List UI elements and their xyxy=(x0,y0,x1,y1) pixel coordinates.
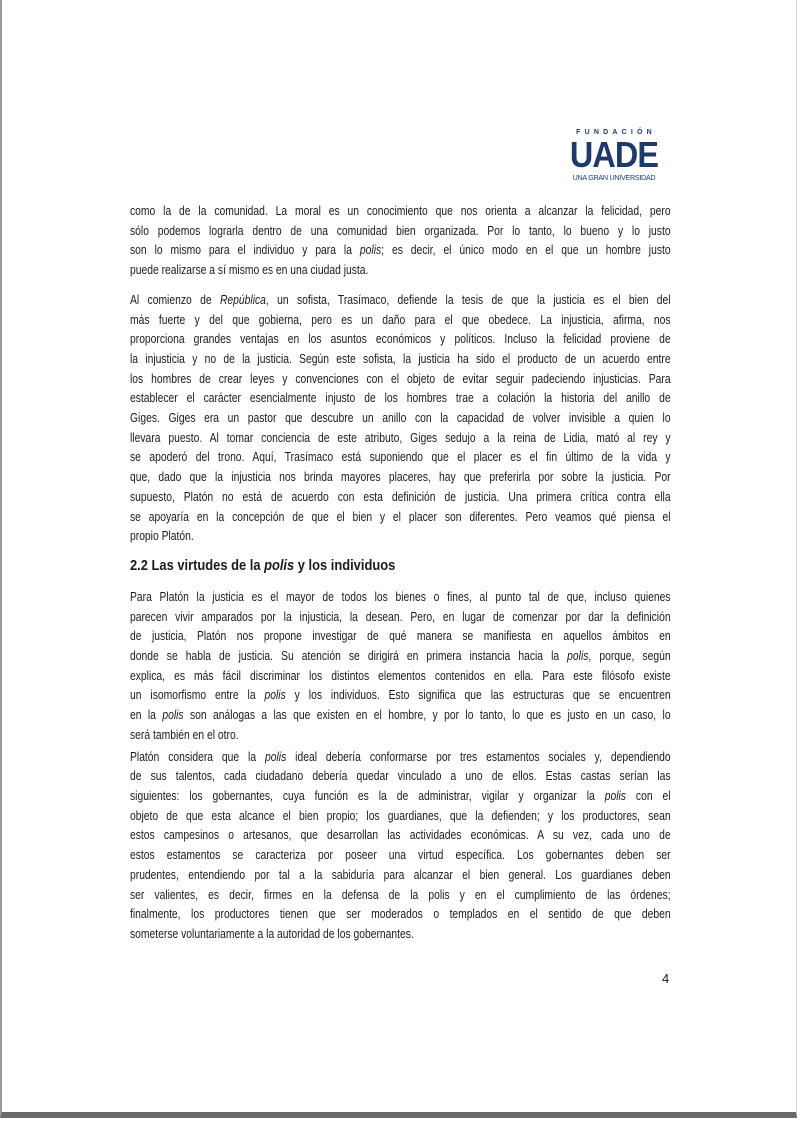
text-run: más fuerte y del que gobierna, pero es un daño para el que obedece. La injusticia, afirma, nos xyxy=(130,311,671,327)
italic-text: polis xyxy=(264,687,286,703)
text-line xyxy=(130,467,671,487)
page-number: 4 xyxy=(662,971,670,986)
text-line xyxy=(130,646,671,666)
text-run: objeto de que esta alcance el bien propio; los guardianes, que la defienden; y los productores, sean xyxy=(130,807,671,823)
text-run: Giges. Giges era un pastor que descubre un anillo con la capacidad de volver invisible a quien lo xyxy=(130,410,671,426)
text-run: parecen vivir amparados por la injusticia, la desean. Pero, en lugar de comenzar por dar la definición xyxy=(130,608,671,624)
text-run: de justicia, Platón nos propone investigar de qué manera se manifiesta en aquellos ámbitos en xyxy=(130,628,671,644)
text-run: proporciona grandes ventajas en los asuntos económicos y políticos. Incluso la felicidad proviene de xyxy=(130,331,671,347)
italic-text: República xyxy=(219,291,266,307)
text-run: someterse voluntariamente a la autoridad de los gobernantes. xyxy=(130,925,414,941)
text-line xyxy=(130,865,671,885)
paragraph-comunidad xyxy=(130,201,675,280)
heading-prefix: 2.2 Las virtudes de la xyxy=(130,556,265,574)
paragraph-estamentos xyxy=(130,747,675,944)
text-run: , un sofista, Trasímaco, defiende la tesis de que la justicia es el bien del xyxy=(265,291,671,307)
text-run: ser valientes, es decir, firmes en la defensa de la polis y en el cumplimiento de las órdenes; xyxy=(130,886,671,902)
text-line xyxy=(130,428,671,448)
heading-italic: polis xyxy=(264,556,295,574)
text-line xyxy=(130,310,671,330)
text-run: la injusticia y no de la justicia. Según este sofista, la justicia ha sido el producto de un acuerdo entre xyxy=(130,350,671,366)
logo-uade-text: UADE xyxy=(569,134,659,175)
text-run: ideal debería conformarse por tres estamentos sociales y, dependiendo xyxy=(286,748,671,764)
text-run: los hombres de crear leyes y convenciones con el objeto de evitar seguir padeciendo injusticias. Para xyxy=(130,370,671,386)
text-run: Platón considera que la xyxy=(130,748,265,764)
text-line xyxy=(130,369,671,389)
text-run: de sus talentos, cada ciudadano debería quedar vinculado a uno de ellos. Estas castas serían las xyxy=(130,768,671,784)
text-run: y los individuos. Esto significa que las estructuras que se encuentren xyxy=(285,687,671,703)
italic-text: polis xyxy=(359,242,382,258)
text-run: explica, es más fácil discriminar los distintos elementos contenidos en ella. Para este filósofo existe xyxy=(130,667,671,683)
logo-tagline: UNA GRAN UNIVERSIDAD xyxy=(572,173,656,182)
text-run: finalmente, los productores tienen que ser moderados o templados en el sentido de que deben xyxy=(130,906,671,922)
document-body xyxy=(130,201,675,944)
text-run: estos estamentos se caracteriza por poseer una virtud específica. Los gobernantes deben ser xyxy=(130,847,671,863)
text-run: son lo mismo para el individuo y para la xyxy=(130,242,360,258)
text-line xyxy=(130,705,671,725)
text-line xyxy=(130,526,671,546)
text-run: será también en el otro. xyxy=(130,726,239,742)
paragraph-justicia-platon xyxy=(130,587,675,745)
text-run: se apoderó del trono. Aquí, Trasímaco está suponiendo que el placer es el fin último de la vida y xyxy=(130,449,671,465)
italic-text: polis xyxy=(162,707,184,723)
text-run: donde se habla de justicia. Su atención se dirigirá en primera instancia hacia la xyxy=(130,648,568,664)
italic-text: polis xyxy=(264,748,287,764)
heading-suffix: y los individuos xyxy=(294,556,396,574)
text-run: propio Platón. xyxy=(130,528,194,544)
text-line xyxy=(130,725,671,745)
text-line xyxy=(130,626,671,646)
text-line xyxy=(130,587,671,607)
text-line xyxy=(130,806,671,826)
paragraph-trasimaco xyxy=(130,290,675,546)
logo-fundacion-text: FUNDACIÓN xyxy=(576,129,656,136)
text-line xyxy=(130,349,671,369)
italic-text: polis xyxy=(604,787,626,803)
text-run: supuesto, Platón no está de acuerdo con esta definición de justicia. Una primera crítica contra ella xyxy=(130,488,671,504)
text-line xyxy=(130,607,671,627)
text-line xyxy=(130,487,671,507)
text-run: establecer el carácter esencialmente injusto de los hombres trae a colación la historia del anillo de xyxy=(130,390,671,406)
text-line xyxy=(130,290,671,310)
text-run: como la de la comunidad. La moral es un conocimiento que nos orienta a alcanzar la felicidad, pero xyxy=(130,203,671,218)
text-line xyxy=(130,201,671,221)
italic-text: polis xyxy=(567,648,589,664)
text-run: con el xyxy=(625,787,671,803)
text-line xyxy=(130,924,671,944)
text-run: son análogas a las que existen en el hombre, y por lo tanto, lo que es justo en un caso, lo xyxy=(183,707,671,723)
text-run: en la xyxy=(130,707,163,723)
text-line xyxy=(130,786,671,806)
text-run: Al comienzo de xyxy=(130,291,220,307)
text-line xyxy=(130,825,671,845)
text-run: , porque, según xyxy=(588,648,671,664)
text-run: se apoyaría en la concepción de que el bien y el placer son diferentes. Pero veamos qué piensa el xyxy=(130,508,671,524)
text-line xyxy=(130,240,671,260)
text-line xyxy=(130,885,671,905)
text-line xyxy=(130,388,671,408)
text-line xyxy=(130,507,671,527)
text-line xyxy=(130,845,671,865)
uade-logo xyxy=(562,128,666,182)
text-run: llevara puesto. Al tomar conciencia de este atributo, Giges sedujo a la reina de Lidia, mató al rey y xyxy=(130,429,671,445)
text-line xyxy=(130,904,671,924)
text-line xyxy=(130,260,671,280)
text-run: siguientes: los gobernantes, cuya función es la de administrar, vigilar y organizar la xyxy=(130,787,605,803)
text-line xyxy=(130,747,671,767)
text-run: ; es decir, el único modo en el que un hombre justo xyxy=(381,242,671,258)
text-line xyxy=(130,408,671,428)
text-line xyxy=(130,666,671,686)
text-line xyxy=(130,221,671,241)
text-line xyxy=(130,685,671,705)
text-line xyxy=(130,766,671,786)
text-run: que, dado que la injusticia nos brinda mayores placeres, hay que preferirla por sobre la justicia. Por xyxy=(130,469,671,485)
text-line xyxy=(130,329,671,349)
text-run: prudentes, entendiendo por tal a la sabiduría para alcanzar el bien general. Los guardianes deben xyxy=(130,866,671,882)
section-heading xyxy=(130,555,599,577)
text-line xyxy=(130,447,671,467)
text-run: Para Platón la justicia es el mayor de todos los bienes o fines, al punto tal de que, incluso quienes xyxy=(130,588,671,604)
text-run: puede realizarse a sí mismo es en una ciudad justa. xyxy=(130,262,369,278)
text-run: estos campesinos o artesanos, que desarrollan las actividades económicas. A su vez, cada uno de xyxy=(130,827,671,843)
text-run: sólo podemos lograrla dentro de una comunidad bien organizada. Por lo tanto, lo bueno y lo justo xyxy=(130,222,671,238)
text-run: un isomorfismo entre la xyxy=(130,687,265,703)
